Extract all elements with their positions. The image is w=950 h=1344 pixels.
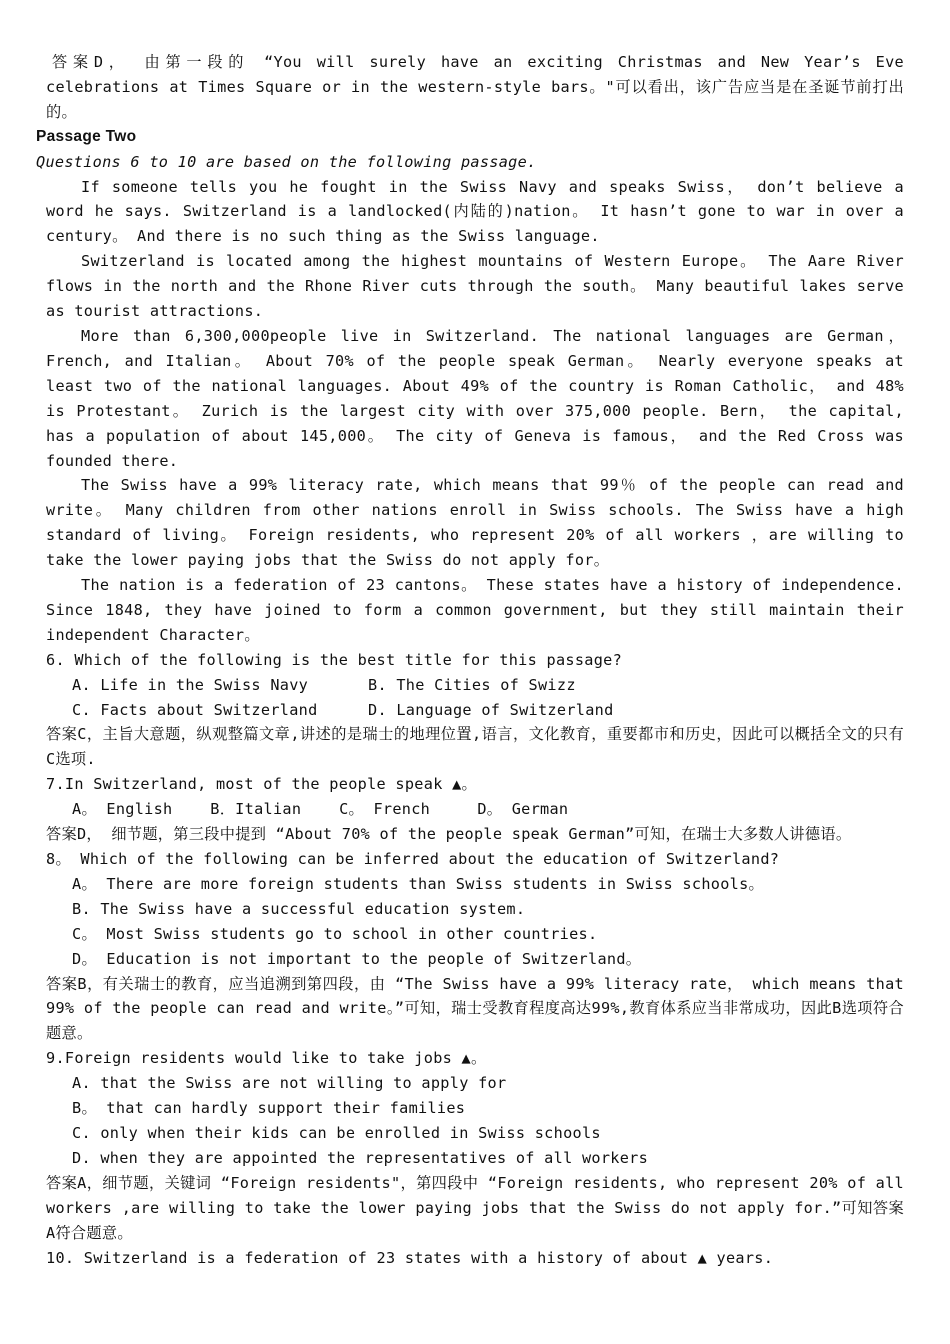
question-7-options: A。 English B．Italian C。 French D。 German [72, 800, 569, 819]
option-d: D。 Education is not important to the people of Switzerland。 [72, 949, 642, 968]
option-d: D. Language of Switzerland [368, 700, 614, 719]
paragraph-5: The nation is a federation of 23 cantons。 These states have a history of independence. Since 1848, they have joined to form a common government, but they still maintain their independent Character。 [46, 576, 904, 644]
paragraph-4: The Swiss have a 99% literacy rate, which means that 99％ of the people can read and write。 Many children from other nations enroll in Swiss schools. The Swiss have a high standard of living。 Foreign residents, who represent 20% of all workers ，are willing to take the lower paying jobs that the Swiss do not apply for。 [46, 476, 904, 570]
paragraph-2: Switzerland is located among the highest mountains of Western Europe。 The Aare River flows in the north and the Rhone River cuts through the south。 Many beautiful lakes serve as tourist attractions. [46, 252, 904, 321]
paragraph-1: If someone tells you he fought in the Swiss Navy and speaks Swiss， don’t believe a word he says. Switzerland is a landlocked(内陆的)nation。 It hasn’t gone to war in over a century。 And there is no such thing as the Swiss language. [46, 177, 904, 246]
question-6-answer: 答案C，主旨大意题，纵观整篇文章,讲述的是瑞士的地理位置,语言，文化教育，重要都市和历史，因此可以概括全文的只有C选项. [46, 725, 904, 769]
question-9-stem: 9.Foreign residents would like to take jobs ▲。 [46, 1049, 487, 1068]
option-a: A。 There are more foreign students than Swiss students in Swiss schools。 [72, 874, 765, 893]
document-page [36, 50, 904, 1270]
paragraph-3: More than 6,300,000people live in Switzerland. The national languages are German， French, and Italian。 About 70% of the people speak German。 Nearly everyone speaks at least two of the national languages. About 49% of the country is Roman Catholic， and 48% is Protestant。 Zurich is the largest city with over 375,000 people. Bern， the capital, has a population of about 145,000。 The city of Geneva is famous， and the Red Cross was founded there. [46, 326, 904, 470]
question-8-answer: 答案B，有关瑞士的教育，应当追溯到第四段，由 “The Swiss have a 99% literacy rate， which means that 99% of the people can read and write。”可知，瑞士受教育程度高达99%,教育体系应当非常成功，因此B选项符合题意。 [46, 974, 904, 1043]
option-c: C。 Most Swiss students go to school in other countries. [72, 924, 598, 943]
question-6-options-row-2 [46, 698, 904, 723]
passage-instruction: Questions 6 to 10 are based on the following passage. [36, 152, 537, 171]
question-8-stem: 8。 Which of the following can be inferred about the education of Switzerland? [46, 850, 780, 868]
question-7-stem: 7.In Switzerland, most of the people speak ▲。 [46, 775, 478, 794]
question-10-stem: 10. Switzerland is a federation of 23 states with a history of about ▲ years. [46, 1248, 774, 1267]
option-b: B. The Swiss have a successful education system. [72, 899, 526, 918]
question-7-answer: 答案D， 细节题，第三段中提到 “About 70% of the people speak German”可知，在瑞士大多数人讲德语。 [46, 825, 852, 844]
question-6-options-row-1 [46, 673, 904, 698]
question-9-answer: 答案A，细节题，关键词 “Foreign residents"，第四段中 “Foreign residents, who represent 20% of all workers ,are willing to take the lower paying jobs that the Swiss do not apply for.”可知答案A符合题意。 [46, 1173, 904, 1242]
option-c: C. Facts about Switzerland [72, 700, 318, 719]
option-b: B. The Cities of Swizz [368, 675, 576, 694]
passage-title: Passage Two [36, 127, 137, 145]
option-a: A. that the Swiss are not willing to apply for [72, 1074, 507, 1093]
previous-answer: 答案D， 由第一段的 “You will surely have an exciting Christmas and New Year’s Eve celebrations at Times Square or in the western-style bars。"可以看出，该广告应当是在圣诞节前打出的。 [46, 53, 904, 121]
option-d: D. when they are appointed the representatives of all workers [72, 1148, 649, 1167]
question-6-stem: 6. Which of the following is the best title for this passage? [46, 650, 623, 669]
option-b: B。 that can hardly support their families [72, 1099, 466, 1118]
option-a: A. Life in the Swiss Navy [72, 675, 309, 694]
option-c: C. only when their kids can be enrolled in Swiss schools [72, 1123, 601, 1142]
